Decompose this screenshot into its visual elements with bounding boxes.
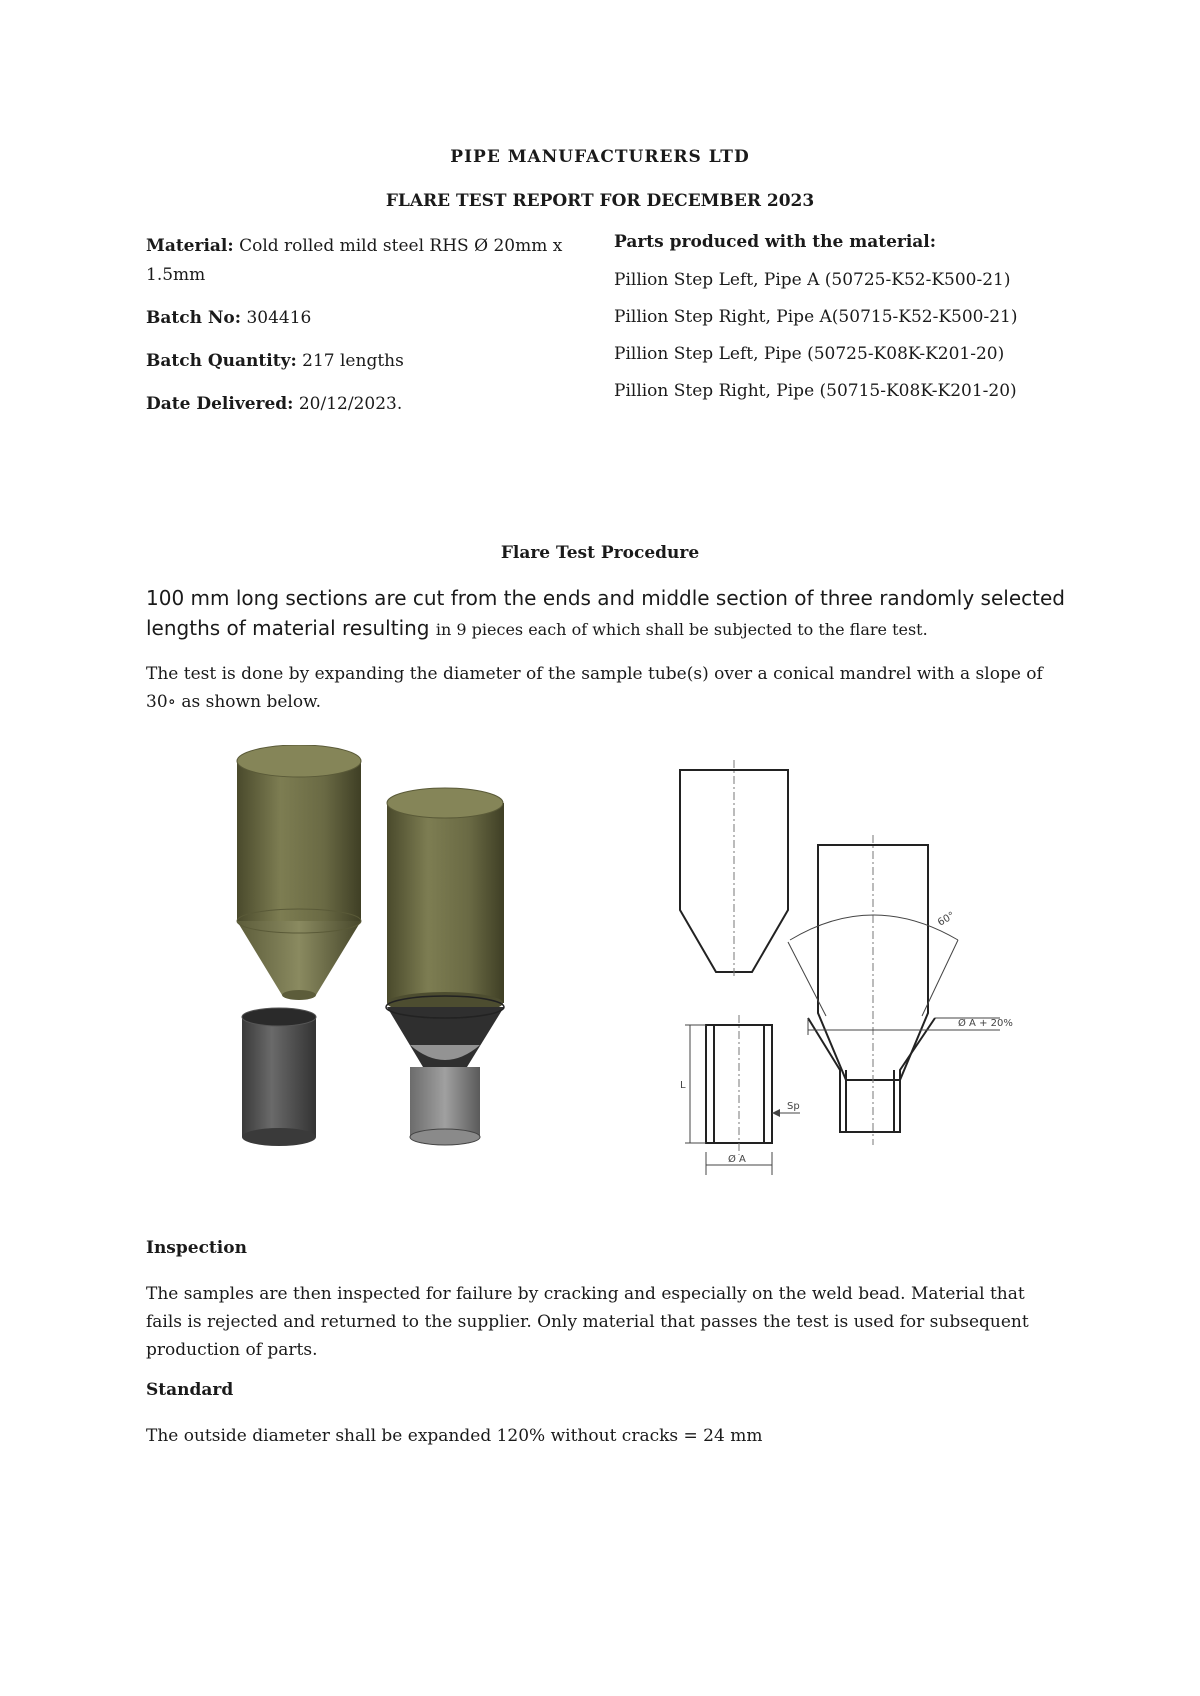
procedure-paragraph-2: The test is done by expanding the diameter of the sample tube(s) over a conical mandrel with a slope of 30∘ as shown below.	[146, 664, 1043, 712]
batch-no-label: Batch No:	[146, 308, 242, 328]
material-line	[146, 232, 586, 290]
thickness-label: Sp	[787, 1101, 800, 1112]
date-line	[146, 390, 586, 419]
procedure-para1-main: 100 mm long sections are cut from the ends and middle section of three randomly selected lengths of material resulting	[146, 586, 1065, 640]
parts-list	[614, 232, 1084, 418]
inspection-text: The samples are then inspected for failure by cracking and especially on the weld bead. Material that fails is rejected and returned to the supplier. Only material that passes the test is used for subsequent production of parts.	[146, 1284, 1029, 1360]
length-label: L	[680, 1080, 686, 1091]
date-value: 20/12/2023.	[298, 394, 403, 414]
standard-text: The outside diameter shall be expanded 120% without cracks = 24 mm	[146, 1426, 763, 1446]
material-value: Cold rolled mild steel RHS Ø 20mm x 1.5mm	[146, 236, 563, 285]
part-item: Pillion Step Right, Pipe (50715-K08K-K201-20)	[614, 381, 1017, 401]
batch-no-value: 304416	[246, 308, 312, 328]
procedure-heading: Flare Test Procedure	[500, 543, 700, 563]
left-tube	[242, 1008, 316, 1146]
diameter-label: Ø A	[728, 1154, 746, 1165]
flare-test-technical-drawing	[640, 760, 1040, 1180]
part-item: Pillion Step Left, Pipe (50725-K08K-K201-20)	[614, 344, 1005, 364]
left-mandrel	[237, 745, 361, 1000]
parts-heading: Parts produced with the material:	[614, 232, 937, 252]
date-label: Date Delivered:	[146, 394, 294, 414]
right-mandrel	[387, 788, 504, 1014]
angle-label: 60°	[936, 910, 957, 929]
procedure-para1-tail: in 9 pieces each of which shall be subjected to the flare test.	[435, 620, 928, 639]
batch-qty-line	[146, 347, 586, 376]
standard-heading: Standard	[146, 1380, 234, 1400]
part-item: Pillion Step Right, Pipe A(50715-K52-K500-21)	[614, 307, 1018, 327]
batch-no-line	[146, 304, 586, 333]
batch-qty-label: Batch Quantity:	[146, 351, 297, 371]
company-name: PIPE MANUFACTURERS LTD	[450, 147, 750, 167]
procedure-paragraph-1	[146, 583, 1066, 645]
inspection-heading: Inspection	[146, 1238, 247, 1258]
report-title: FLARE TEST REPORT FOR DECEMBER 2023	[385, 191, 815, 211]
right-flared-tube	[386, 996, 504, 1145]
batch-qty-value: 217 lengths	[302, 351, 404, 371]
mandrel-3d-illustration	[220, 745, 520, 1165]
material-label: Material:	[146, 236, 234, 256]
part-item: Pillion Step Left, Pipe A (50725-K52-K500-21)	[614, 270, 1011, 290]
expansion-label: Ø A + 20%	[958, 1018, 1013, 1029]
material-details	[146, 232, 586, 433]
